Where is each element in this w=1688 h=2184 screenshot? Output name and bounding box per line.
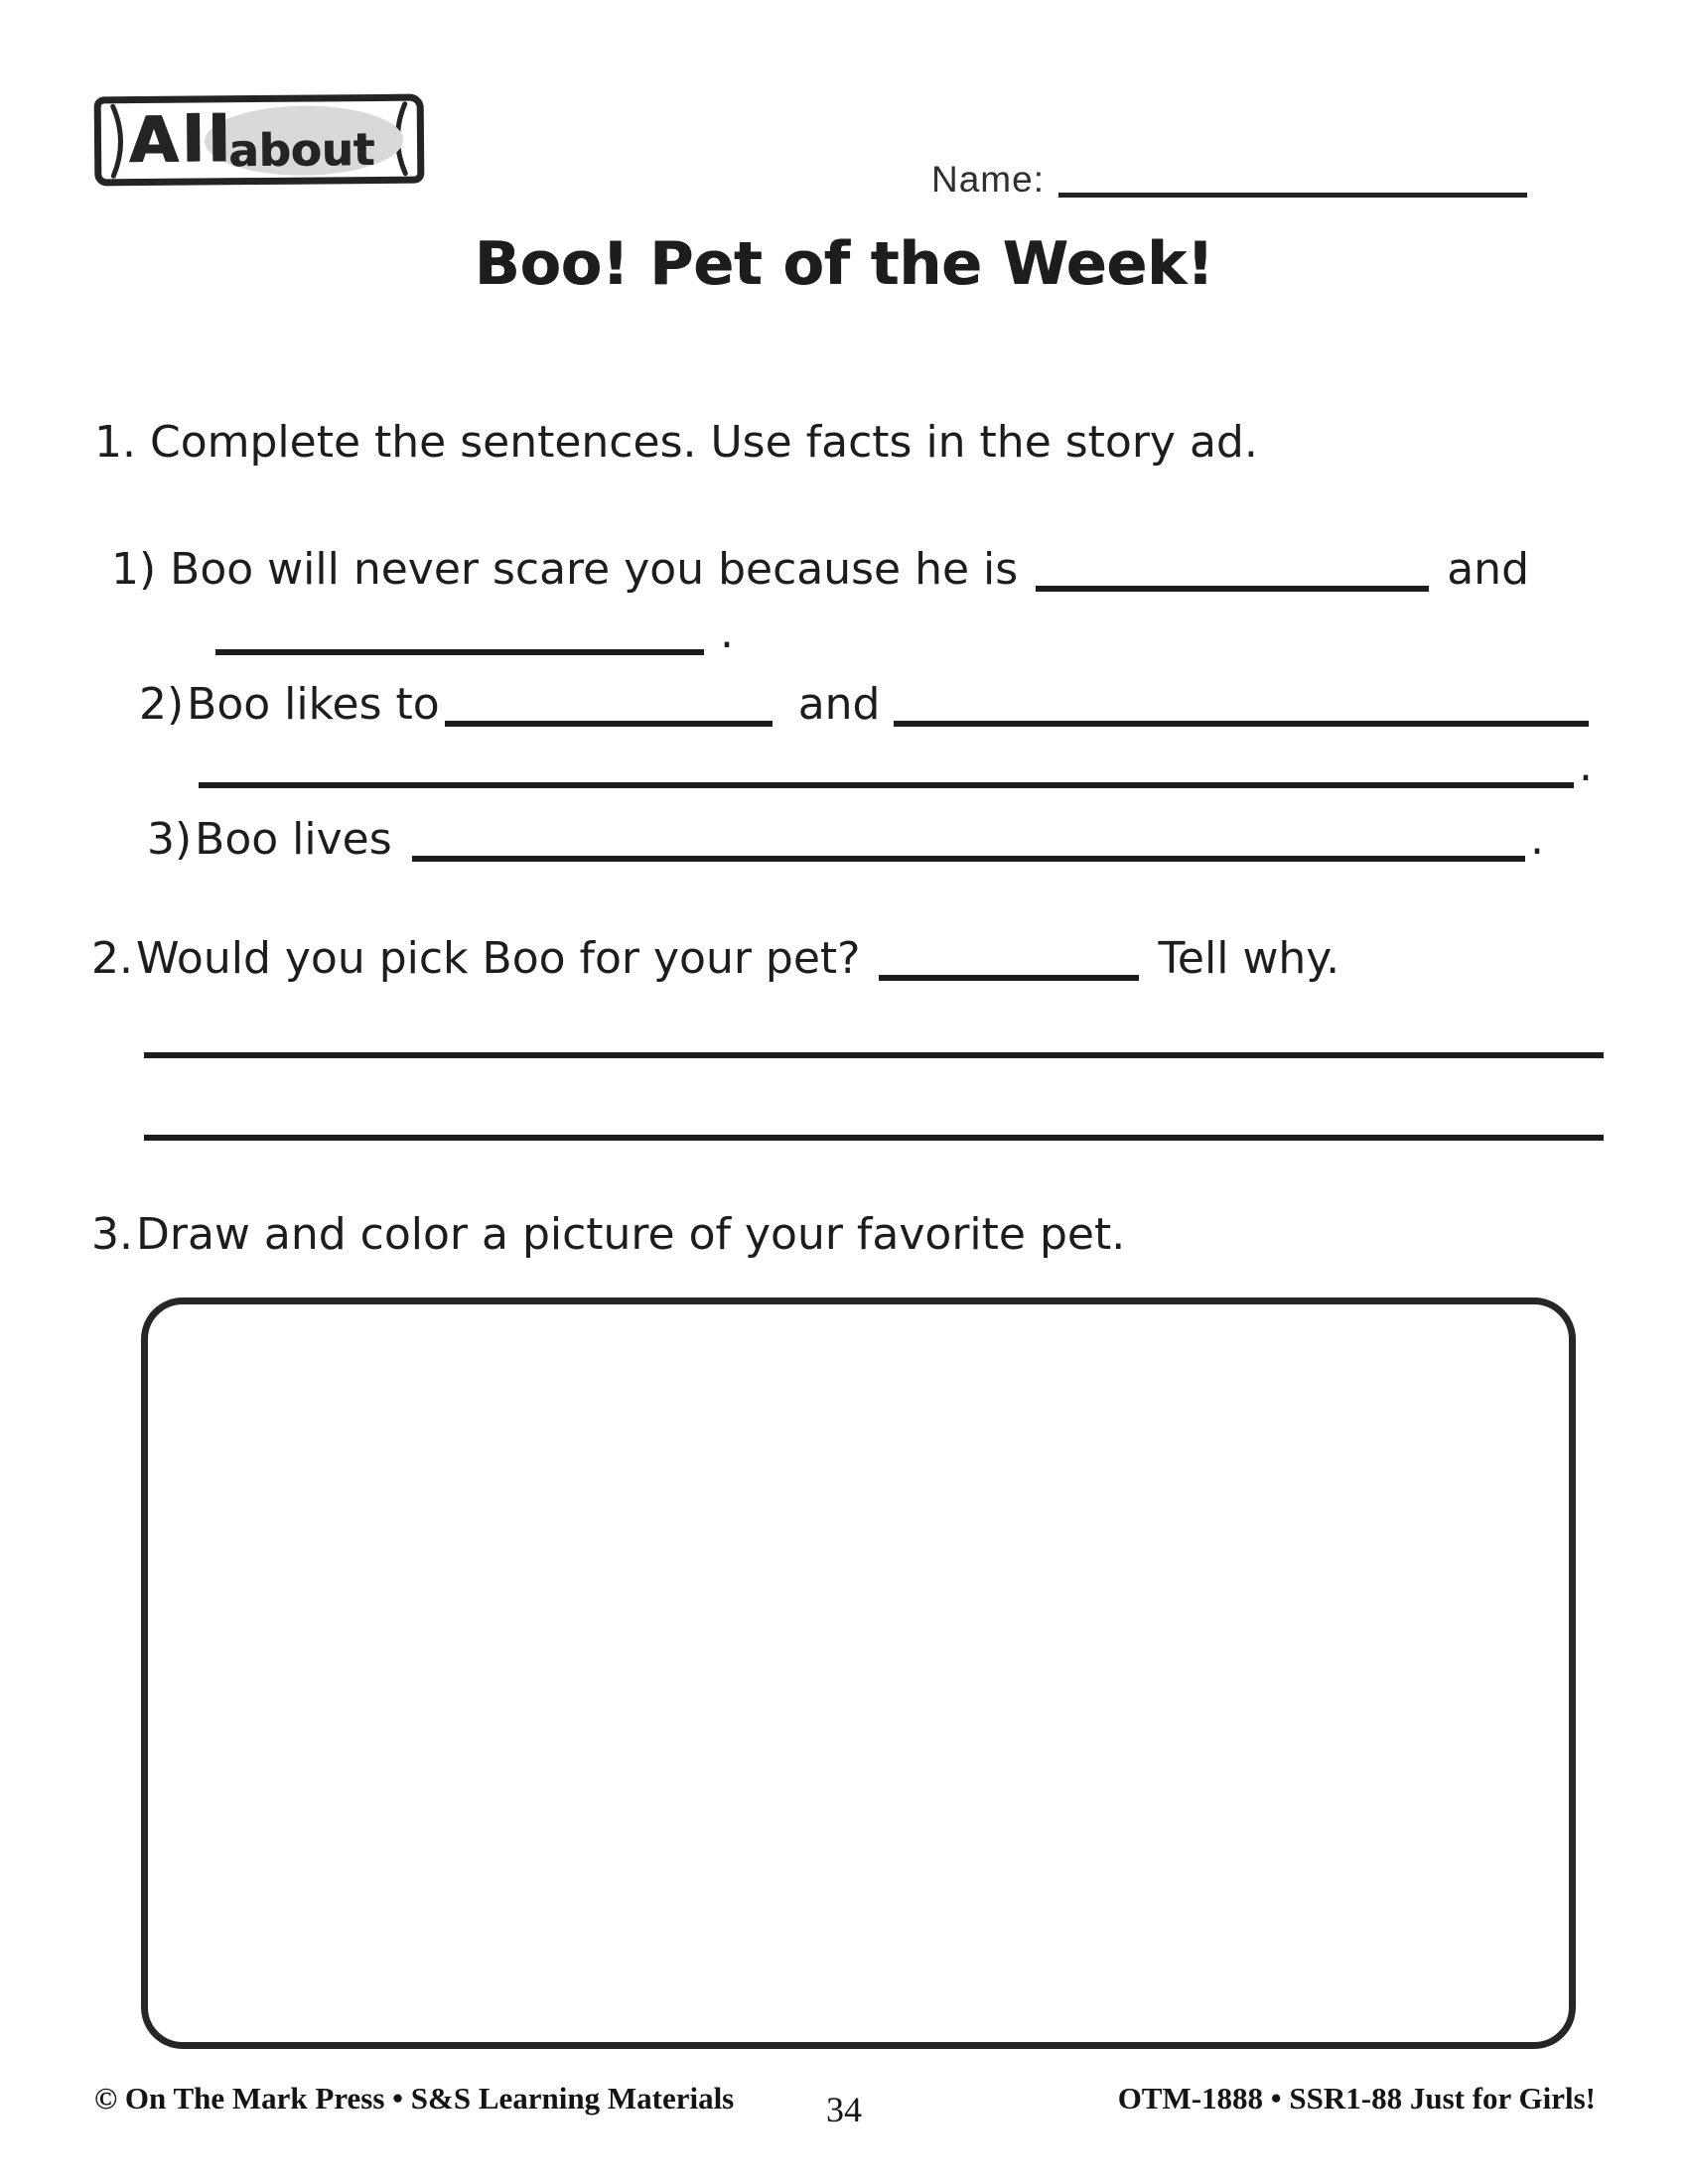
q1-item1-line1 bbox=[111, 544, 1529, 596]
name-fill-line bbox=[1058, 193, 1527, 198]
logo-text-about: about bbox=[227, 122, 375, 178]
q2-text: Would you pick Boo for your pet? bbox=[135, 933, 861, 984]
q1-item1-line2 bbox=[215, 608, 772, 659]
logo-box bbox=[94, 94, 425, 187]
q1-item1-blank-2 bbox=[215, 649, 704, 655]
q3-prompt: Draw and color a picture of your favorite pet. bbox=[135, 1209, 1126, 1260]
answer-line-1 bbox=[144, 1052, 1604, 1058]
q1-item1-period: . bbox=[720, 608, 734, 658]
q3-heading bbox=[91, 1209, 1125, 1261]
q3-number: 3. bbox=[91, 1209, 133, 1260]
answer-line-2 bbox=[144, 1135, 1604, 1141]
name-row bbox=[931, 159, 1527, 201]
q1-item3-period: . bbox=[1530, 814, 1544, 865]
q1-item1-number: 1) bbox=[111, 544, 157, 595]
q1-item1-text-and: and bbox=[1447, 544, 1529, 595]
page-title: Boo! Pet of the Week! bbox=[474, 229, 1214, 299]
q1-item2-text: Boo likes to bbox=[187, 679, 440, 730]
q1-item2-blank-3 bbox=[199, 782, 1574, 788]
q2-tell-why: Tell why. bbox=[1158, 933, 1340, 984]
q1-item1-blank-1 bbox=[1036, 586, 1429, 592]
footer-product-code: OTM-1888 • SSR1-88 Just for Girls! bbox=[1117, 2081, 1596, 2116]
page-number: 34 bbox=[826, 2090, 862, 2129]
q1-prompt: Complete the sentences. Use facts in the story ad. bbox=[149, 417, 1258, 468]
q1-item2-line1 bbox=[139, 679, 1589, 731]
logo-text-all: All bbox=[128, 103, 234, 179]
q1-item3-text: Boo lives bbox=[195, 814, 392, 865]
q1-item2-line2 bbox=[199, 741, 1593, 792]
q1-item2-period: . bbox=[1579, 741, 1593, 791]
q2-blank bbox=[879, 975, 1139, 981]
q1-item1-text: Boo will never scare you because he is bbox=[170, 544, 1019, 595]
q1-number: 1. bbox=[94, 417, 136, 468]
footer-copyright: © On The Mark Press • S&S Learning Materials bbox=[94, 2081, 735, 2116]
name-label: Name: bbox=[931, 159, 1045, 200]
q1-item2-blank-1 bbox=[445, 721, 773, 727]
q2-line bbox=[91, 933, 1339, 985]
q1-item2-blank-2 bbox=[894, 721, 1589, 727]
left-paren-arc bbox=[113, 106, 121, 176]
q1-item2-number: 2) bbox=[139, 679, 185, 730]
q1-item2-text-and: and bbox=[797, 679, 881, 730]
q1-item3-line bbox=[147, 814, 1544, 866]
q1-item3-number: 3) bbox=[147, 814, 193, 865]
q2-number: 2. bbox=[91, 933, 133, 984]
drawing-box bbox=[141, 1297, 1576, 2049]
q1-heading bbox=[94, 417, 1258, 469]
q1-item3-blank bbox=[412, 856, 1525, 862]
